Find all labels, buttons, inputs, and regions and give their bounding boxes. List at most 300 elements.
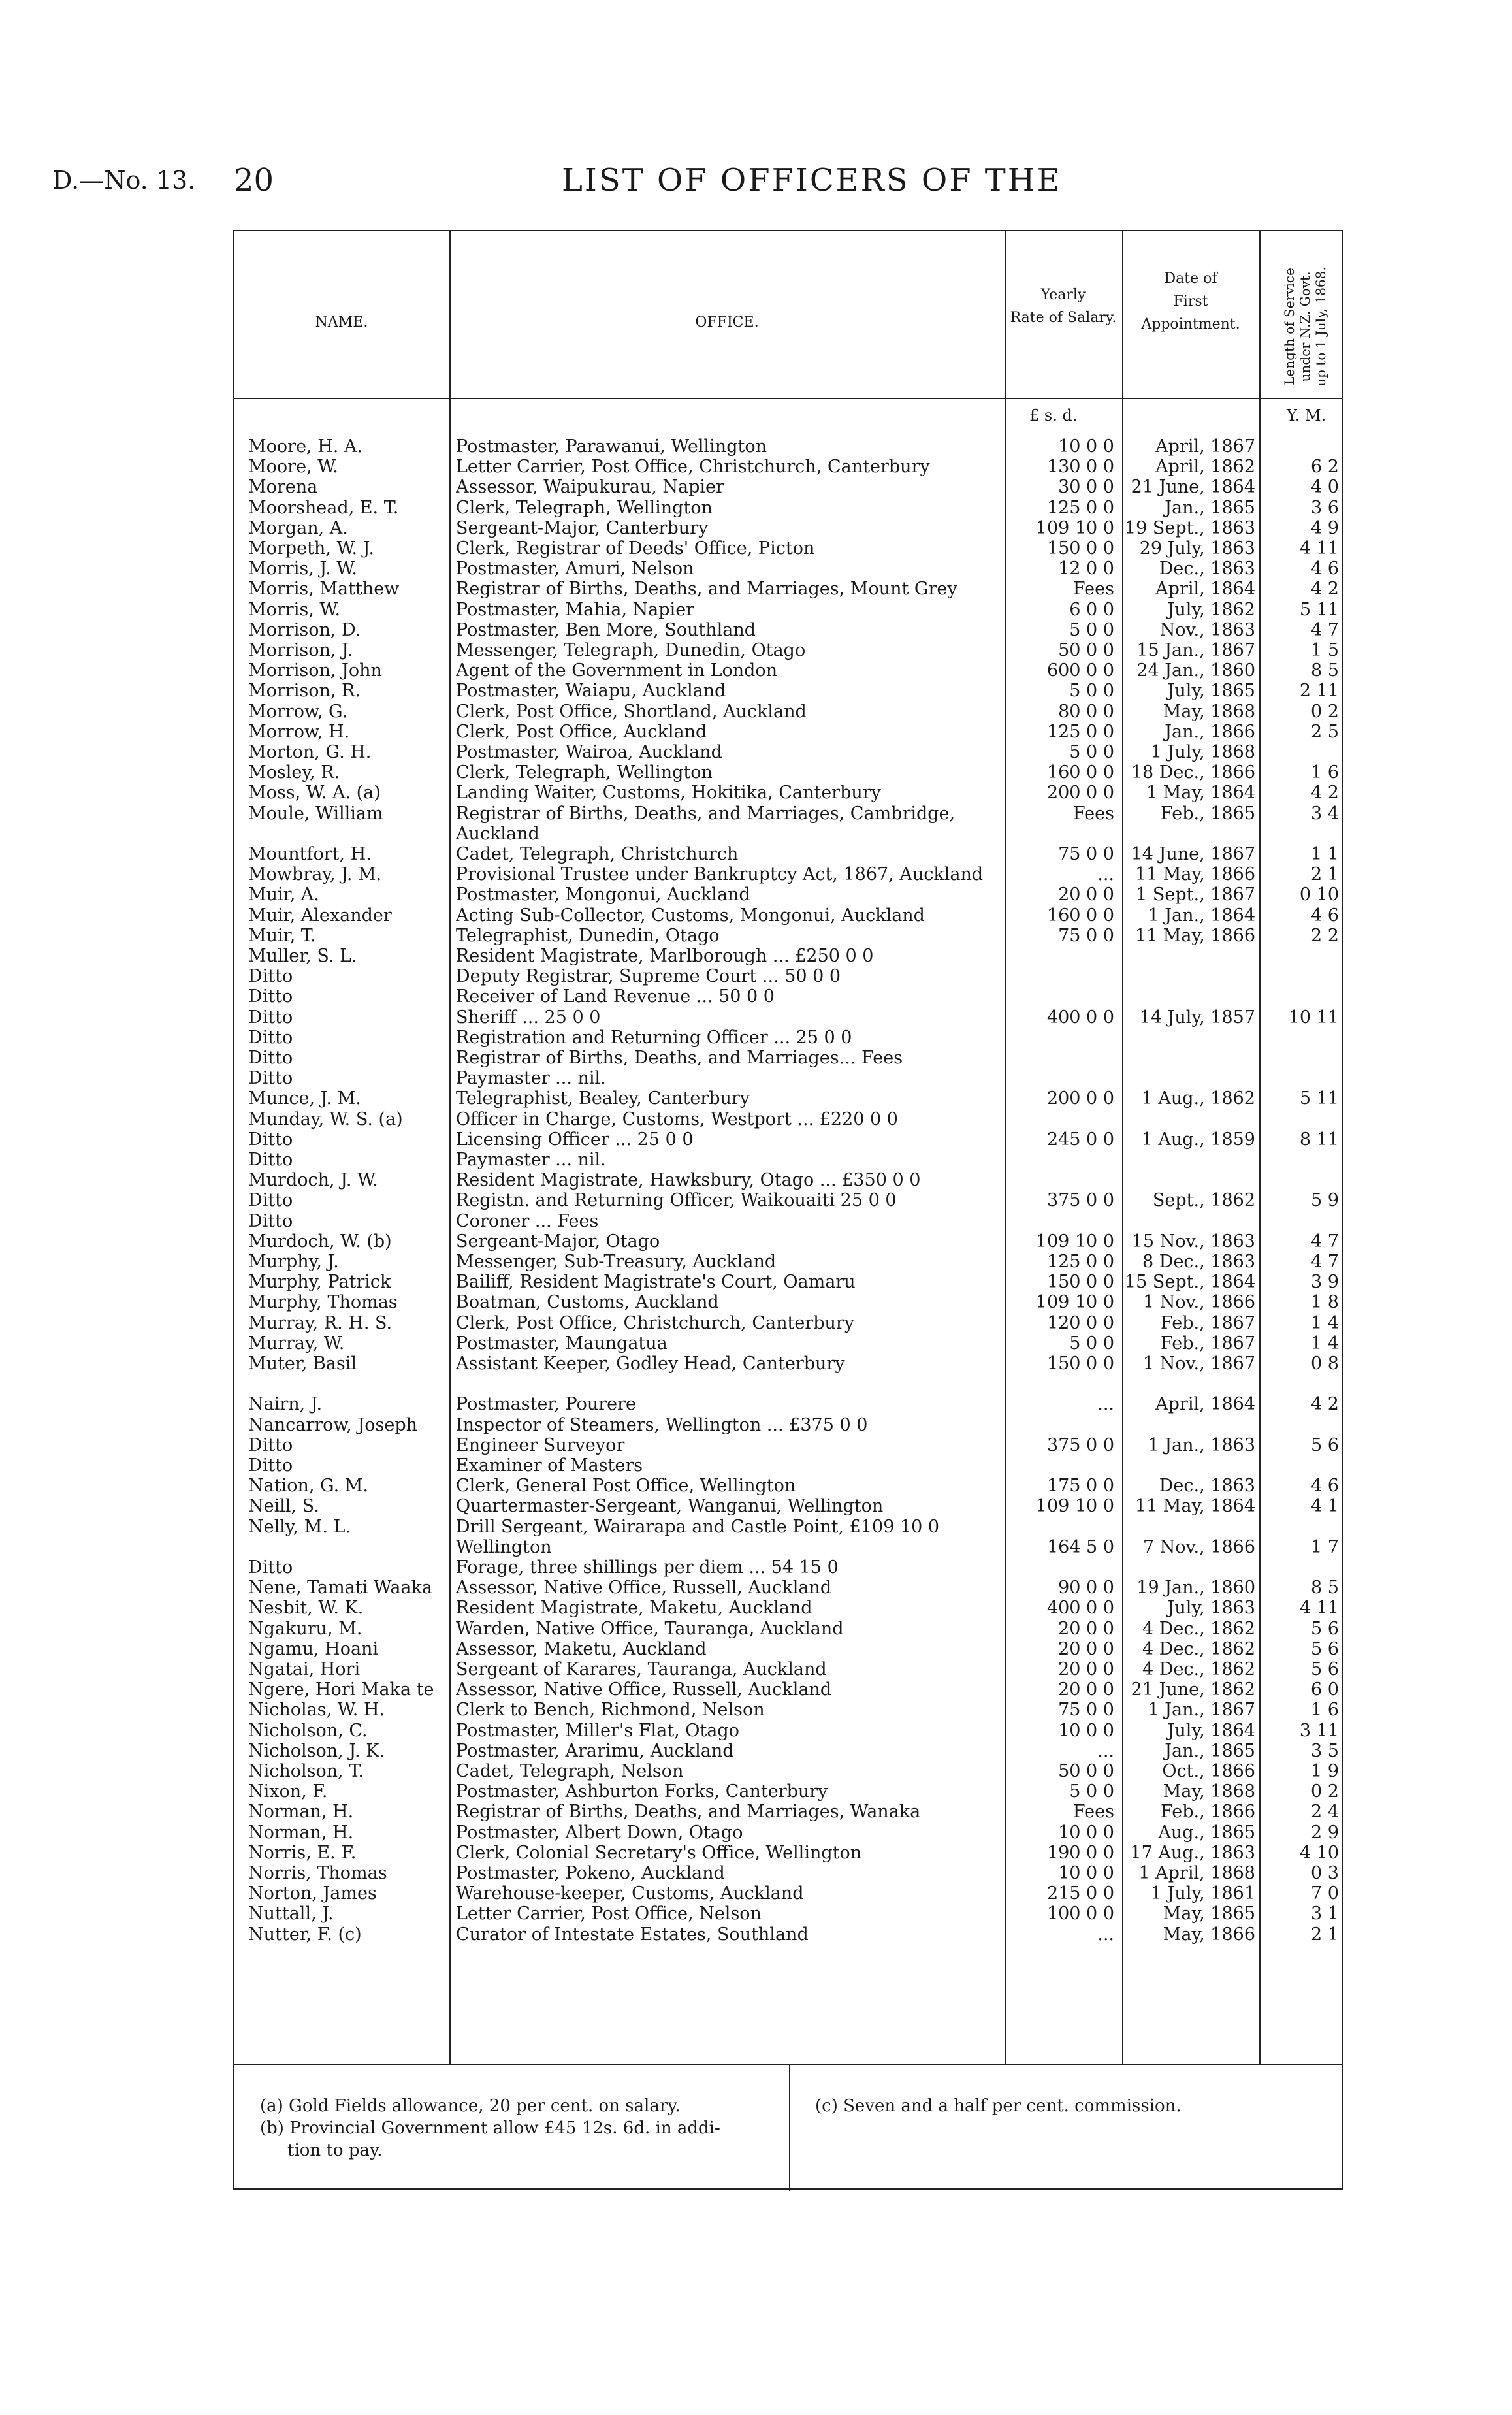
appointment-date: Nov., 1863 <box>1159 619 1255 640</box>
officer-name: Nicholson, C. <box>248 1720 368 1741</box>
appointment-date: Feb., 1867 <box>1161 1333 1255 1353</box>
table-row <box>234 783 1344 803</box>
table-row <box>234 1211 1344 1231</box>
appointment-date: 1 Jan., 1864 <box>1148 905 1255 926</box>
service-length: 4 6 <box>1311 559 1339 579</box>
service-length: 4 7 <box>1311 1231 1339 1252</box>
office-title: Postmaster, Albert Down, Otago <box>456 1822 743 1843</box>
service-length: 4 2 <box>1311 579 1339 600</box>
table-row <box>234 946 1344 966</box>
office-title: Registration and Returning Officer ... 25 0 0 <box>456 1027 852 1048</box>
office-title: Acting Sub-Collector, Customs, Mongonui, Auckland <box>456 905 925 926</box>
column-header-length: Length of Service under N.Z. Govt. up to 1 July, 1868. <box>1281 267 1328 387</box>
appointment-date: 7 Nov., 1866 <box>1142 1536 1255 1557</box>
salary: Fees <box>1072 579 1114 600</box>
officer-name: Ngere, Hori Maka te <box>248 1679 434 1700</box>
table-row <box>234 498 1344 518</box>
table-row <box>234 518 1344 538</box>
officer-name: Moss, W. A. (a) <box>248 783 381 803</box>
table-row <box>234 1721 1344 1741</box>
appointment-date: May, 1865 <box>1163 1904 1255 1924</box>
service-length: 3 11 <box>1299 1720 1339 1741</box>
appointment-date: 1 April, 1868 <box>1138 1863 1255 1883</box>
appointment-date: April, 1864 <box>1155 1394 1255 1415</box>
salary: 5 0 0 <box>1069 742 1114 762</box>
officer-name: Ngakuru, M. <box>248 1618 362 1639</box>
appointment-date: Sept., 1862 <box>1152 1190 1255 1211</box>
officer-name: Moore, W. <box>248 457 338 478</box>
salary: 50 0 0 <box>1058 640 1114 660</box>
officer-name: Ditto <box>248 1210 293 1231</box>
office-title: Registrar of Births, Deaths, and Marriages... Fees <box>456 1048 903 1068</box>
table-row <box>234 742 1344 762</box>
appointment-date: 1 May, 1864 <box>1146 783 1255 803</box>
salary: 125 0 0 <box>1046 497 1114 518</box>
office-title: Assessor, Waipukurau, Napier <box>456 477 724 498</box>
appointment-date: Aug., 1865 <box>1158 1822 1255 1843</box>
appointment-date: 15 Nov., 1863 <box>1131 1231 1255 1252</box>
table-row <box>234 1129 1344 1150</box>
service-length: 1 9 <box>1311 1761 1339 1781</box>
officer-name: Moule, William <box>248 803 383 824</box>
appointment-date: 4 Dec., 1862 <box>1142 1638 1255 1659</box>
salary: ... <box>1097 864 1114 885</box>
office-title: Registrar of Births, Deaths, and Marriages, Mount Grey <box>456 579 957 600</box>
appointment-date: 11 May, 1864 <box>1134 1496 1255 1517</box>
appointment-date: 15 Jan., 1867 <box>1136 640 1255 660</box>
officer-name: Muller, S. L. <box>248 946 357 966</box>
appointment-date: Jan., 1865 <box>1165 497 1255 518</box>
service-length: 4 6 <box>1311 1476 1339 1497</box>
document-reference: D.—No. 13. <box>52 166 196 195</box>
table-row <box>234 844 1344 864</box>
table-row <box>234 1537 1344 1557</box>
officer-name: Nuttall, J. <box>248 1904 334 1924</box>
table-row <box>234 1109 1344 1129</box>
officer-name: Ditto <box>248 1557 293 1578</box>
salary: 150 0 0 <box>1046 1272 1114 1293</box>
appointment-date: July, 1864 <box>1167 1720 1255 1741</box>
table-row <box>234 1231 1344 1252</box>
table-row <box>234 1863 1344 1883</box>
column-header-date: Date of First Appointment. <box>1141 270 1240 333</box>
office-title: Telegraphist, Bealey, Canterbury <box>456 1088 750 1109</box>
appointment-date: 1 Nov., 1867 <box>1142 1353 1255 1374</box>
office-title: Letter Carrier, Post Office, Nelson <box>456 1904 762 1924</box>
appointment-date: Feb., 1865 <box>1161 803 1255 824</box>
service-length: 1 6 <box>1311 1700 1339 1721</box>
appointment-date: 11 May, 1866 <box>1134 925 1255 946</box>
table-row <box>234 1333 1344 1353</box>
salary: 109 10 0 <box>1035 1496 1114 1517</box>
table-row <box>234 884 1344 905</box>
salary: 120 0 0 <box>1046 1312 1114 1333</box>
column-header-rate: Yearly Rate of Salary. <box>1010 287 1117 327</box>
office-title: Paymaster ... nil. <box>456 1150 606 1170</box>
service-length: 5 6 <box>1311 1638 1339 1659</box>
salary: 100 0 0 <box>1046 1904 1114 1924</box>
table-row <box>234 1048 1344 1068</box>
officer-name: Nicholas, W. H. <box>248 1700 385 1721</box>
appointment-date: 1 July, 1861 <box>1150 1883 1255 1904</box>
officer-name: Morgan, A. <box>248 517 348 538</box>
office-title: Postmaster, Parawanui, Wellington <box>456 436 767 457</box>
salary: 150 0 0 <box>1046 1353 1114 1374</box>
office-title: Clerk, Post Office, Auckland <box>456 721 707 742</box>
salary: 12 0 0 <box>1058 559 1114 579</box>
officer-name: Norton, James <box>248 1883 377 1904</box>
table-row <box>234 538 1344 559</box>
appointment-date: Dec., 1863 <box>1159 1476 1255 1497</box>
service-length: 5 9 <box>1311 1190 1339 1211</box>
officer-name: Morris, W. <box>248 599 340 620</box>
officer-name: Norman, H. <box>248 1822 354 1843</box>
service-length: 1 1 <box>1311 844 1339 864</box>
office-title: Officer in Charge, Customs, Westport ... £220 0 0 <box>456 1109 898 1129</box>
appointment-date: 1 Aug., 1859 <box>1141 1129 1255 1150</box>
service-length: 2 9 <box>1311 1822 1339 1843</box>
service-length: 2 5 <box>1311 721 1339 742</box>
footnotes <box>234 2064 1344 2191</box>
appointment-date: May, 1866 <box>1163 1924 1255 1945</box>
service-length: 5 6 <box>1311 1618 1339 1639</box>
appointment-date: 19 Sept., 1863 <box>1124 517 1255 538</box>
footnote-c: (c) Seven and a half per cent. commission. <box>815 2096 1182 2116</box>
table-row <box>234 1639 1344 1659</box>
office-title: Sergeant-Major, Canterbury <box>456 517 709 538</box>
office-title: Resident Magistrate, Hawksbury, Otago ... £350 0 0 <box>456 1170 921 1191</box>
office-title: Resident Magistrate, Marlborough ... £250 0 0 <box>456 946 874 966</box>
appointment-date: July, 1863 <box>1167 1598 1255 1619</box>
service-length: 4 7 <box>1311 619 1339 640</box>
office-title: Licensing Officer ... 25 0 0 <box>456 1129 694 1150</box>
table-row <box>234 966 1344 986</box>
table-row <box>234 1924 1344 1945</box>
office-title: Postmaster, Mongonui, Auckland <box>456 884 750 905</box>
office-title: Clerk, Colonial Secretary's Office, Wellington <box>456 1842 862 1863</box>
officer-name: Ditto <box>248 1027 293 1048</box>
officers-table <box>233 230 1343 2190</box>
salary: 75 0 0 <box>1058 925 1114 946</box>
service-length: 8 5 <box>1311 660 1339 681</box>
appointment-date: May, 1868 <box>1163 1781 1255 1802</box>
appointment-date: 15 Sept., 1864 <box>1124 1272 1255 1293</box>
office-title: Registn. and Returning Officer, Waikouaiti 25 0 0 <box>456 1190 897 1211</box>
table-row <box>234 1435 1344 1455</box>
officer-name: Murray, R. H. S. <box>248 1312 393 1333</box>
service-length: 1 4 <box>1311 1333 1339 1353</box>
service-length: 5 6 <box>1311 1659 1339 1679</box>
office-title: Postmaster, Ararimu, Auckland <box>456 1740 734 1761</box>
table-row <box>234 1823 1344 1843</box>
service-length: 4 11 <box>1299 1598 1339 1619</box>
salary: 200 0 0 <box>1046 783 1114 803</box>
service-length: 2 4 <box>1311 1802 1339 1823</box>
officer-name: Morris, Matthew <box>248 579 400 600</box>
officer-name: Ditto <box>248 1190 293 1211</box>
office-title: Postmaster, Amuri, Nelson <box>456 559 694 579</box>
office-title: Warehouse-keeper, Customs, Auckland <box>456 1883 804 1904</box>
service-length: 4 7 <box>1311 1252 1339 1272</box>
service-length: 5 6 <box>1311 1434 1339 1455</box>
length-units: Y. M. <box>1287 406 1327 425</box>
table-row <box>234 1700 1344 1720</box>
footnote-b-continued: tion to pay. <box>287 2141 383 2160</box>
service-length: 5 11 <box>1299 599 1339 620</box>
officer-name: Nutter, F. (c) <box>248 1924 362 1945</box>
office-title: Messenger, Sub-Treasury, Auckland <box>456 1252 777 1272</box>
table-row <box>234 1476 1344 1496</box>
salary: 130 0 0 <box>1046 457 1114 478</box>
office-title: Messenger, Telegraph, Dunedin, Otago <box>456 640 806 660</box>
office-title: Provisional Trustee under Bankruptcy Act, 1867, Auckland <box>456 864 984 885</box>
table-row <box>234 1883 1344 1904</box>
office-title: Postmaster, Miller's Flat, Otago <box>456 1720 739 1741</box>
office-title: Resident Magistrate, Maketu, Auckland <box>456 1598 812 1619</box>
office-title: Sergeant-Major, Otago <box>456 1231 660 1252</box>
appointment-date: 8 Dec., 1863 <box>1142 1252 1255 1272</box>
officer-name: Munce, J. M. <box>248 1088 361 1109</box>
salary: 175 0 0 <box>1046 1476 1114 1497</box>
table-row <box>234 660 1344 681</box>
table-row <box>234 1374 1344 1394</box>
table-row <box>234 1904 1344 1924</box>
office-title: Postmaster, Pokeno, Auckland <box>456 1863 725 1883</box>
office-title: Registrar of Births, Deaths, and Marriages, Wanaka <box>456 1802 921 1823</box>
officer-name: Muir, A. <box>248 884 319 905</box>
officer-name: Ditto <box>248 1048 293 1068</box>
salary: 190 0 0 <box>1046 1842 1114 1863</box>
appointment-date: 21 June, 1864 <box>1131 477 1255 498</box>
service-length: 4 10 <box>1299 1842 1339 1863</box>
table-row <box>234 702 1344 722</box>
office-title: Curator of Intestate Estates, Southland <box>456 1924 809 1945</box>
salary: 6 0 0 <box>1069 599 1114 620</box>
service-length: 4 0 <box>1311 477 1339 498</box>
officer-name: Ditto <box>248 1434 293 1455</box>
table-row <box>234 864 1344 884</box>
salary: 20 0 0 <box>1058 1638 1114 1659</box>
table-row <box>234 640 1344 660</box>
table-row <box>234 1496 1344 1516</box>
salary: 400 0 0 <box>1046 1007 1114 1028</box>
office-title: Deputy Registrar, Supreme Court ... 50 0 0 <box>456 966 841 987</box>
officer-name: Murdoch, W. (b) <box>248 1231 392 1252</box>
table-row <box>234 722 1344 742</box>
table-row <box>234 620 1344 640</box>
service-length: 4 6 <box>1311 905 1339 926</box>
table-row <box>234 1150 1344 1170</box>
table-row <box>234 1272 1344 1292</box>
office-title: Assistant Keeper, Godley Head, Canterbury <box>456 1353 845 1374</box>
salary: 10 0 0 <box>1058 1720 1114 1741</box>
office-title: Bailiff, Resident Magistrate's Court, Oamaru <box>456 1272 856 1293</box>
table-row <box>234 477 1344 497</box>
office-title: Sergeant of Karares, Tauranga, Auckland <box>456 1659 827 1679</box>
office-title: Inspector of Steamers, Wellington ... £375 0 0 <box>456 1414 868 1435</box>
salary: 5 0 0 <box>1069 1781 1114 1802</box>
salary: 20 0 0 <box>1058 884 1114 905</box>
office-title: Clerk, Registrar of Deeds' Office, Picton <box>456 538 815 559</box>
office-title: Postmaster, Maungatua <box>456 1333 668 1353</box>
salary: 160 0 0 <box>1046 762 1114 783</box>
service-length: 3 1 <box>1311 1904 1339 1924</box>
rate-units: £ s. d. <box>1029 406 1078 425</box>
officer-name: Nelly, M. L. <box>248 1516 351 1537</box>
officer-name: Morris, J. W. <box>248 559 357 579</box>
table-row <box>234 803 1344 824</box>
salary: 245 0 0 <box>1046 1129 1114 1150</box>
salary: Fees <box>1072 1802 1114 1823</box>
office-title: Clerk, Post Office, Christchurch, Canterbury <box>456 1312 855 1333</box>
appointment-date: 1 Aug., 1862 <box>1141 1088 1255 1109</box>
office-title: Clerk to Bench, Richmond, Nelson <box>456 1700 765 1721</box>
salary: 75 0 0 <box>1058 844 1114 864</box>
officer-name: Morpeth, W. J. <box>248 538 374 559</box>
officer-name: Nancarrow, Joseph <box>248 1414 418 1435</box>
appointment-date: May, 1868 <box>1163 701 1255 722</box>
service-length: 1 7 <box>1311 1536 1339 1557</box>
table-row <box>234 681 1344 701</box>
salary: 5 0 0 <box>1069 1333 1114 1353</box>
appointment-date: July, 1865 <box>1167 681 1255 702</box>
officer-name: Ditto <box>248 1007 293 1028</box>
salary: 215 0 0 <box>1046 1883 1114 1904</box>
office-title: Assessor, Native Office, Russell, Auckland <box>456 1679 832 1700</box>
office-title: Auckland <box>456 823 539 844</box>
officer-name: Muir, Alexander <box>248 905 392 926</box>
office-title: Examiner of Masters <box>456 1455 643 1476</box>
appointment-date: 1 Jan., 1863 <box>1148 1434 1255 1455</box>
table-row <box>234 1313 1344 1333</box>
table-row <box>234 905 1344 926</box>
officer-name: Muter, Basil <box>248 1353 357 1374</box>
table-row <box>234 1741 1344 1761</box>
service-length: 4 1 <box>1311 1496 1339 1517</box>
officer-name: Ngamu, Hoani <box>248 1638 379 1659</box>
service-length: 5 11 <box>1299 1088 1339 1109</box>
salary: 5 0 0 <box>1069 619 1114 640</box>
appointment-date: 18 Dec., 1866 <box>1131 762 1255 783</box>
appointment-date: 1 July, 1868 <box>1150 742 1255 762</box>
service-length: 1 4 <box>1311 1312 1339 1333</box>
service-length: 0 8 <box>1311 1353 1339 1374</box>
appointment-date: Feb., 1867 <box>1161 1312 1255 1333</box>
office-title: Cadet, Telegraph, Nelson <box>456 1761 684 1781</box>
column-header-name: NAME. <box>315 314 368 331</box>
officer-name: Morrow, G. <box>248 701 348 722</box>
office-title: Receiver of Land Revenue ... 50 0 0 <box>456 986 775 1007</box>
office-title: Letter Carrier, Post Office, Christchurch, Canterbury <box>456 457 930 478</box>
appointment-date: Jan., 1866 <box>1165 721 1255 742</box>
office-title: Sheriff ... 25 0 0 <box>456 1007 601 1028</box>
service-length: 3 4 <box>1311 803 1339 824</box>
appointment-date: Dec., 1863 <box>1159 559 1255 579</box>
service-length: 3 5 <box>1311 1740 1339 1761</box>
table-row <box>234 457 1344 477</box>
appointment-date: 1 Jan., 1867 <box>1148 1700 1255 1721</box>
service-length: 6 0 <box>1311 1679 1339 1700</box>
table-row <box>234 1781 1344 1802</box>
service-length: 2 1 <box>1311 1924 1339 1945</box>
appointment-date: Feb., 1866 <box>1161 1802 1255 1823</box>
table-row <box>234 824 1344 844</box>
salary: 109 10 0 <box>1035 517 1114 538</box>
officer-name: Mosley, R. <box>248 762 340 783</box>
table-row <box>234 1517 1344 1537</box>
office-title: Clerk, General Post Office, Wellington <box>456 1476 796 1497</box>
officer-name: Mountfort, H. <box>248 844 372 864</box>
officer-name: Murray, W. <box>248 1333 345 1353</box>
officer-name: Mowbray, J. M. <box>248 864 382 885</box>
salary: 160 0 0 <box>1046 905 1114 926</box>
office-title: Clerk, Telegraph, Wellington <box>456 497 713 518</box>
officer-name: Morrison, R. <box>248 681 361 702</box>
salary: 10 0 0 <box>1058 436 1114 457</box>
table-row <box>234 1007 1344 1028</box>
table-row <box>234 1843 1344 1863</box>
table-row <box>234 1761 1344 1781</box>
officer-name: Nixon, F. <box>248 1781 328 1802</box>
appointment-date: 1 Sept., 1867 <box>1136 884 1255 905</box>
office-title: Quartermaster-Sergeant, Wanganui, Wellington <box>456 1496 884 1517</box>
officer-name: Murphy, Patrick <box>248 1272 391 1293</box>
appointment-date: April, 1862 <box>1155 457 1255 478</box>
office-title: Postmaster, Mahia, Napier <box>456 599 695 620</box>
table-row <box>234 1659 1344 1679</box>
salary: 50 0 0 <box>1058 1761 1114 1781</box>
appointment-date: 24 Jan., 1860 <box>1136 660 1255 681</box>
salary: 20 0 0 <box>1058 1618 1114 1639</box>
service-length: 2 1 <box>1311 864 1339 885</box>
salary: 150 0 0 <box>1046 538 1114 559</box>
page-header <box>0 162 1512 201</box>
page-title: LIST OF OFFICERS OF THE <box>562 162 1062 199</box>
service-length: 7 0 <box>1311 1883 1339 1904</box>
table-row <box>234 1578 1344 1598</box>
office-title: Clerk, Post Office, Shortland, Auckland <box>456 701 807 722</box>
officer-name: Morena <box>248 477 318 498</box>
table-row <box>234 1679 1344 1700</box>
service-length: 4 2 <box>1311 783 1339 803</box>
officer-name: Morton, G. H. <box>248 742 372 762</box>
office-title: Postmaster, Waiapu, Auckland <box>456 681 726 702</box>
appointment-date: July, 1862 <box>1167 599 1255 620</box>
salary: 5 0 0 <box>1069 681 1114 702</box>
officer-name: Ditto <box>248 1068 293 1089</box>
office-title: Coroner ... Fees <box>456 1210 599 1231</box>
table-row <box>234 1557 1344 1578</box>
service-length: 4 2 <box>1311 1394 1339 1415</box>
office-title: Cadet, Telegraph, Christchurch <box>456 844 739 864</box>
office-title: Postmaster, Ashburton Forks, Canterbury <box>456 1781 828 1802</box>
table-row <box>234 600 1344 620</box>
officer-name: Nicholson, J. K. <box>248 1740 385 1761</box>
appointment-date: 4 Dec., 1862 <box>1142 1659 1255 1679</box>
service-length: 0 2 <box>1311 701 1339 722</box>
salary: 30 0 0 <box>1058 477 1114 498</box>
table-row <box>234 1598 1344 1618</box>
salary: ... <box>1097 1740 1114 1761</box>
table-row <box>234 1415 1344 1435</box>
officer-name: Ditto <box>248 1150 293 1170</box>
table-row <box>234 1394 1344 1414</box>
service-length: 4 9 <box>1311 517 1339 538</box>
officer-name: Morrow, H. <box>248 721 350 742</box>
office-title: Postmaster, Ben More, Southland <box>456 619 756 640</box>
officer-name: Morrison, D. <box>248 619 361 640</box>
office-title: Clerk, Telegraph, Wellington <box>456 762 713 783</box>
